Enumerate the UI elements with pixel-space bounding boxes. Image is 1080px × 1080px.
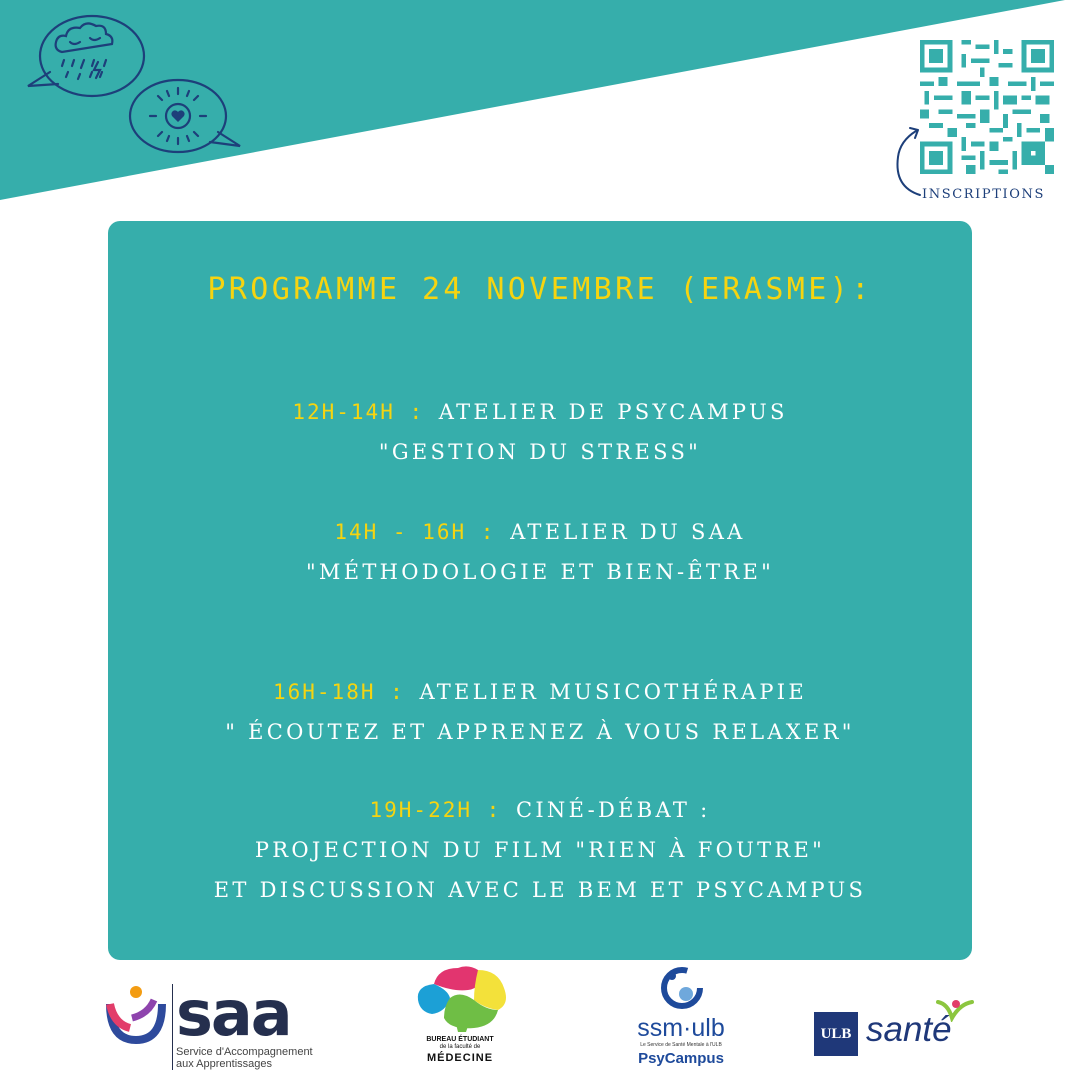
program-time: 16H-18H <box>272 680 376 704</box>
program-event: ATELIER DE PSYCAMPUS <box>438 400 788 424</box>
saa-subtitle: Service d'Accompagnement aux Apprentissages <box>176 1046 313 1070</box>
program-item: 16H-18H : ATELIER MUSICOTHÉRAPIE " ÉCOUTEZ ET APPRENEZ À VOUS RELAXER" <box>108 672 972 752</box>
program-title: PROGRAMME 24 NOVEMBRE (ERASME): <box>207 272 873 307</box>
program-time: 12H-14H <box>292 400 395 424</box>
program-detail: ET DISCUSSION AVEC LE BEM ET PSYCAMPUS <box>213 878 867 902</box>
program-event: ATELIER DU SAA <box>510 520 746 544</box>
program-detail: "MÉTHODOLOGIE ET BIEN-ÊTRE" <box>305 560 775 584</box>
program-item: 12H-14H : ATELIER DE PSYCAMPUS "GESTION DU STRESS" <box>108 392 972 472</box>
program-item: 14H - 16H : ATELIER DU SAA "MÉTHODOLOGIE ET BIEN-ÊTRE" <box>108 512 972 592</box>
sun-heart-bubble-icon <box>124 74 248 158</box>
qr-label: INSCRIPTIONS <box>922 187 1045 202</box>
saa-divider <box>172 984 173 1070</box>
program-detail: " ÉCOUTEZ ET APPRENEZ À VOUS RELAXER" <box>225 720 855 744</box>
bem-logo-text: BUREAU ÉTUDIANT de la faculté de MÉDECINE <box>426 1036 494 1064</box>
program-detail: "GESTION DU STRESS" <box>378 440 702 464</box>
ssm-logo-icon <box>656 966 708 1012</box>
saa-logo-icon <box>106 984 166 1046</box>
qr-code[interactable] <box>920 40 1054 174</box>
program-detail: PROJECTION DU FILM "RIEN À FOUTRE" <box>254 838 826 862</box>
ssm-logo-text: ssm·ulb Le Service de Santé Mentale à l'ULB PsyCampus <box>637 1014 725 1067</box>
program-event: CINÉ-DÉBAT : <box>515 798 711 822</box>
program-item: 19H-22H : CINÉ-DÉBAT : PROJECTION DU FILM "RIEN À FOUTRE" ET DISCUSSION AVEC LE BEM ET PSYCAMPUS <box>108 790 972 910</box>
program-time: 14H - 16H <box>334 520 467 544</box>
program-time: 19H-22H <box>369 798 473 822</box>
brain-logo-icon <box>414 964 510 1032</box>
program-event: ATELIER MUSICOTHÉRAPIE <box>419 680 807 704</box>
ulb-logo-box: ULB <box>814 1012 858 1056</box>
saa-logo-text: saa <box>176 977 291 1050</box>
sante-accent-icon <box>934 998 974 1022</box>
ulb-sante-text: santé <box>866 1010 952 1049</box>
